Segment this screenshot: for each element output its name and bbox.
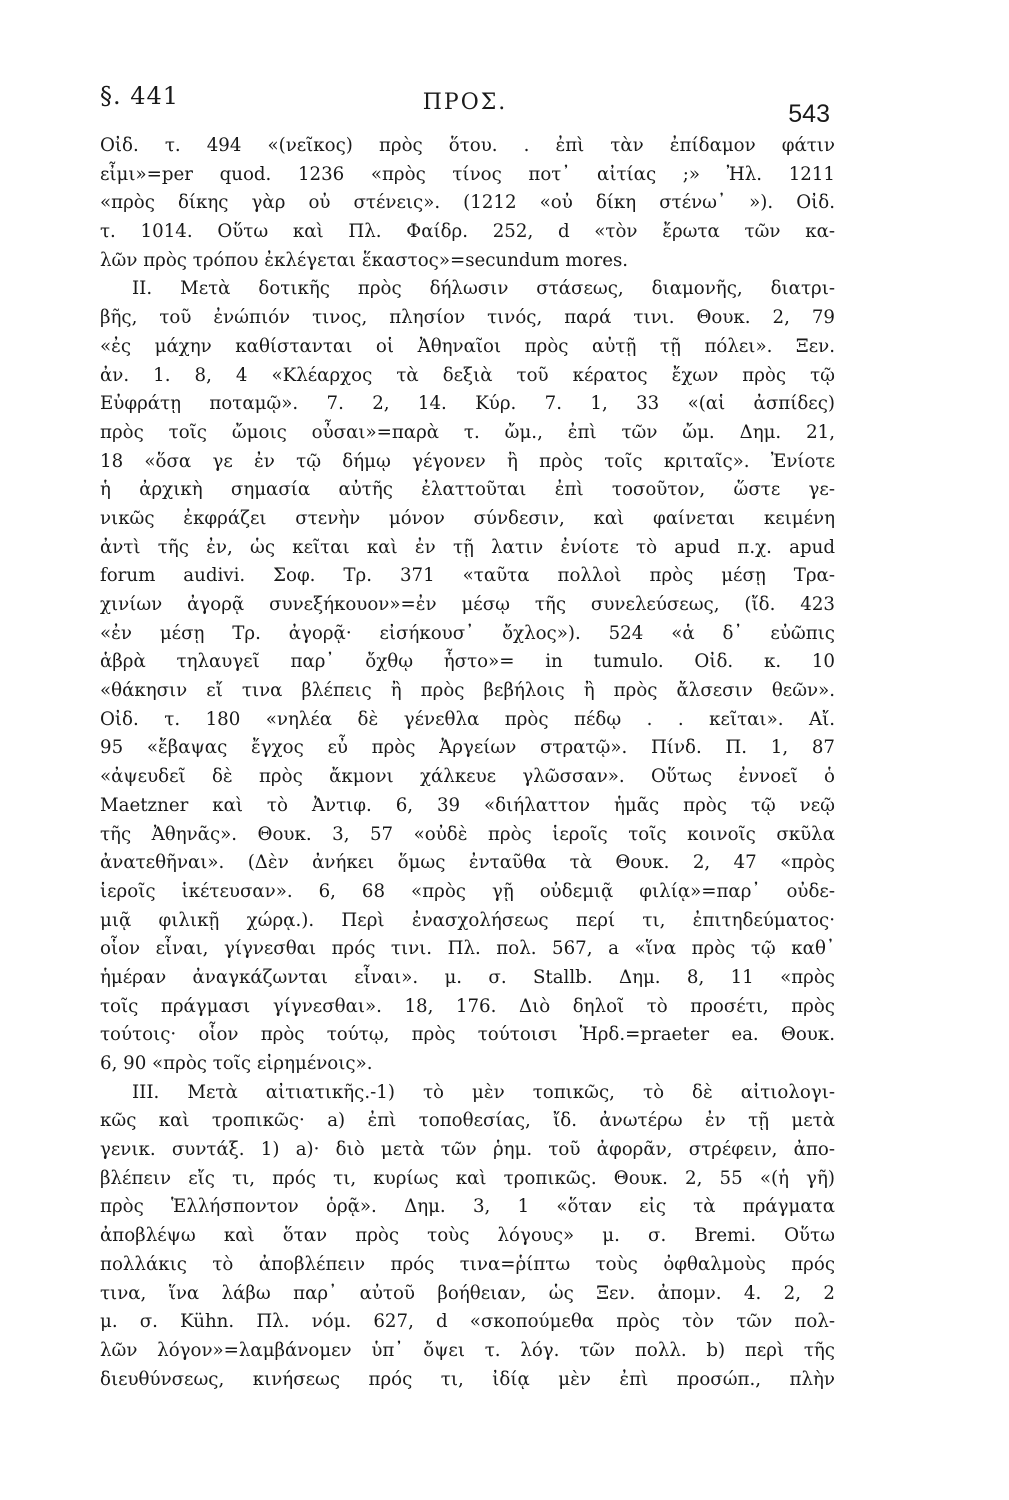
text-line: ἡμέραν ἀναγκάζωνται εἶναι». μ. σ. Stallb. Δημ. 8, 11 «πρὸς bbox=[100, 966, 835, 988]
text-line: τοῖς πράγμασι γίγνεσθαι». 18, 176. Διὸ δηλοῖ τὸ προσέτι, πρὸς bbox=[100, 995, 835, 1017]
text-line: βῆς, τοῦ ἐνώπιόν τινος, πλησίον τινός, παρά τινι. Θουκ. 2, 79 bbox=[100, 307, 835, 329]
text-line: χινίων ἀγορᾷ συνεξήκουον»=ἐν μέσῳ τῆς συνελεύσεως, (ἴδ. 423 bbox=[100, 594, 835, 615]
text-line: forum audivi. Σοφ. Τρ. 371 «ταῦτα πολλοὶ πρὸς μέσῃ Τρα- bbox=[100, 565, 835, 587]
running-head bbox=[100, 82, 830, 132]
page-number: 543 bbox=[788, 100, 830, 128]
text-line: τινα, ἵνα λάβω παρ᾽ αὐτοῦ βοήθειαν, ὡς Ξεν. ἀπομν. 4. 2, 2 bbox=[100, 1282, 835, 1304]
text-line: «πρὸς δίκης γὰρ οὐ στένεις». (1212 «οὐ δίκη στένω᾽ »). Οἰδ. bbox=[100, 192, 835, 214]
text-line: διευθύνσεως, κινήσεως πρός τι, ἰδίᾳ μὲν ἐπὶ προσώπ., πλὴν bbox=[100, 1368, 835, 1390]
text-line: βλέπειν εἴς τι, πρός τι, κυρίως καὶ τροπικῶς. Θουκ. 2, 55 «(ἡ γῆ) bbox=[100, 1167, 835, 1189]
text-line: II. Μετὰ δοτικῆς πρὸς δήλωσιν στάσεως, διαμονῆς, διατρι- bbox=[132, 278, 835, 300]
text-line: Maetzner καὶ τὸ Ἀντιφ. 6, 39 «διήλαττον ἡμᾶς πρὸς τῷ νεῷ bbox=[100, 794, 835, 816]
text-line: τούτοις· οἷον πρὸς τούτῳ, πρὸς τούτοισι Ἡρδ.=praeter ea. Θουκ. bbox=[100, 1024, 835, 1046]
text-line: ἡ ἀρχικὴ σημασία αὐτῆς ἐλαττοῦται ἐπὶ τοσοῦτον, ὥστε γε- bbox=[100, 479, 835, 501]
text-line: Οἰδ. τ. 180 «νηλέα δὲ γένεθλα πρὸς πέδῳ . . κεῖται». Αἴ. bbox=[100, 708, 835, 730]
body-text bbox=[100, 132, 835, 1394]
text-line: ἀν. 1. 8, 4 «Κλέαρχος τὰ δεξιὰ τοῦ κέρατος ἔχων πρὸς τῷ bbox=[100, 364, 835, 386]
text-line: τῆς Ἀθηνᾶς». Θουκ. 3, 57 «οὐδὲ πρὸς ἱεροῖς τοῖς κοινοῖς σκῦλα bbox=[100, 823, 835, 845]
text-line: ἀντὶ τῆς ἐν, ὡς κεῖται καὶ ἐν τῇ λατιν ἐνίοτε τὸ apud π.χ. apud bbox=[100, 536, 835, 558]
text-line: «ἀψευδεῖ δὲ πρὸς ἄκμονι χάλκευε γλῶσσαν». Οὕτως ἐννοεῖ ὁ bbox=[100, 766, 835, 788]
text-line: μιᾷ φιλικῇ χώρᾳ.). Περὶ ἐνασχολήσεως περί τι, ἐπιτηδεύματος· bbox=[100, 909, 835, 931]
text-line: κῶς καὶ τροπικῶς· a) ἐπὶ τοποθεσίας, ἴδ. ἀνωτέρω ἐν τῇ μετὰ bbox=[100, 1110, 835, 1132]
text-line: 95 «ἔβαψας ἔγχος εὖ πρὸς Ἀργείων στρατῷ». Πίνδ. Π. 1, 87 bbox=[100, 737, 835, 759]
text-line: λῶν λόγον»=λαμβάνομεν ὑπ᾽ ὄψει τ. λόγ. τῶν πολλ. b) περὶ τῆς bbox=[100, 1339, 835, 1361]
text-line: Εὐφράτῃ ποταμῷ». 7. 2, 14. Κύρ. 7. 1, 33 «(αἱ ἀσπίδες) bbox=[100, 393, 835, 415]
text-line: λῶν πρὸς τρόπου ἐκλέγεται ἕκαστος»=secundum mores. bbox=[100, 249, 629, 271]
text-line: γενικ. συντάξ. 1) a)· διὸ μετὰ τῶν ῥημ. τοῦ ἀφορᾶν, στρέφειν, ἀπο- bbox=[100, 1139, 835, 1161]
text-line: ἁβρὰ τηλαυγεῖ παρ᾽ ὄχθῳ ἧστο»= in tumulo. Οἰδ. κ. 10 bbox=[100, 651, 835, 673]
text-line: «θάκησιν εἴ τινα βλέπεις ἢ πρὸς βεβήλοις ἢ πρὸς ἄλσεσιν θεῶν». bbox=[100, 680, 835, 702]
text-line: πολλάκις τὸ ἀποβλέπειν πρός τινα=ῥίπτω τοὺς ὀφθαλμοὺς πρός bbox=[100, 1253, 835, 1275]
text-line: πρὸς τοῖς ὤμοις οὖσαι»=παρὰ τ. ὤμ., ἐπὶ τῶν ὤμ. Δημ. 21, bbox=[100, 421, 835, 443]
text-line: νικῶς ἐκφράζει στενὴν μόνον σύνδεσιν, καὶ φαίνεται κειμένη bbox=[100, 507, 835, 529]
section-number: §. 441 bbox=[100, 82, 180, 110]
text-line: III. Μετὰ αἰτιατικῆς.-1) τὸ μὲν τοπικῶς, τὸ δὲ αἰτιολογι- bbox=[132, 1081, 835, 1103]
text-line: «ἐς μάχην καθίστανται οἱ Ἀθηναῖοι πρὸς αὐτῇ τῇ πόλει». Ξεν. bbox=[100, 335, 835, 357]
text-line: «ἐν μέσῃ Τρ. ἀγορᾷ· εἰσήκουσ᾽ ὄχλος»). 524 «ἁ δ᾽ εὐῶπις bbox=[100, 622, 835, 644]
text-line: ἱεροῖς ἱκέτευσαν». 6, 68 «πρὸς γῇ οὐδεμιᾷ φιλίᾳ»=παρ᾽ οὐδε- bbox=[100, 880, 835, 902]
page-title: ΠΡΟΣ. bbox=[422, 90, 508, 115]
text-line: μ. σ. Kühn. Πλ. νόμ. 627, d «σκοπούμεθα πρὸς τὸν τῶν πολ- bbox=[100, 1311, 835, 1333]
text-line: ἀνατεθῆναι». (Δὲν ἀνήκει ὅμως ἐνταῦθα τὰ Θουκ. 2, 47 «πρὸς bbox=[100, 852, 835, 874]
text-line: 18 «ὅσα γε ἐν τῷ δήμῳ γέγονεν ἢ πρὸς τοῖς κριταῖς». Ἐνίοτε bbox=[100, 450, 835, 472]
text-line: 6, 90 «πρὸς τοῖς εἰρημένοις». bbox=[100, 1053, 373, 1074]
text-line: εἶμι»=per quod. 1236 «πρὸς τίνος ποτ᾽ αἰτίας ;» Ἠλ. 1211 bbox=[100, 163, 835, 185]
text-line: ἀποβλέψω καὶ ὅταν πρὸς τοὺς λόγους» μ. σ. Bremi. Οὕτω bbox=[100, 1225, 835, 1247]
text-line: Οἰδ. τ. 494 «(νεῖκος) πρὸς ὅτου. . ἐπὶ τὰν ἐπίδαμον φάτιν bbox=[100, 135, 835, 156]
text-line: πρὸς Ἑλλήσποντον ὁρᾷ». Δημ. 3, 1 «ὅταν εἰς τὰ πράγματα bbox=[100, 1196, 835, 1218]
text-line: τ. 1014. Οὕτω καὶ Πλ. Φαίδρ. 252, d «τὸν ἔρωτα τῶν κα- bbox=[100, 221, 835, 243]
text-line: οἷον εἶναι, γίγνεσθαι πρός τινι. Πλ. πολ. 567, a «ἵνα πρὸς τῷ καθ᾽ bbox=[100, 938, 835, 960]
